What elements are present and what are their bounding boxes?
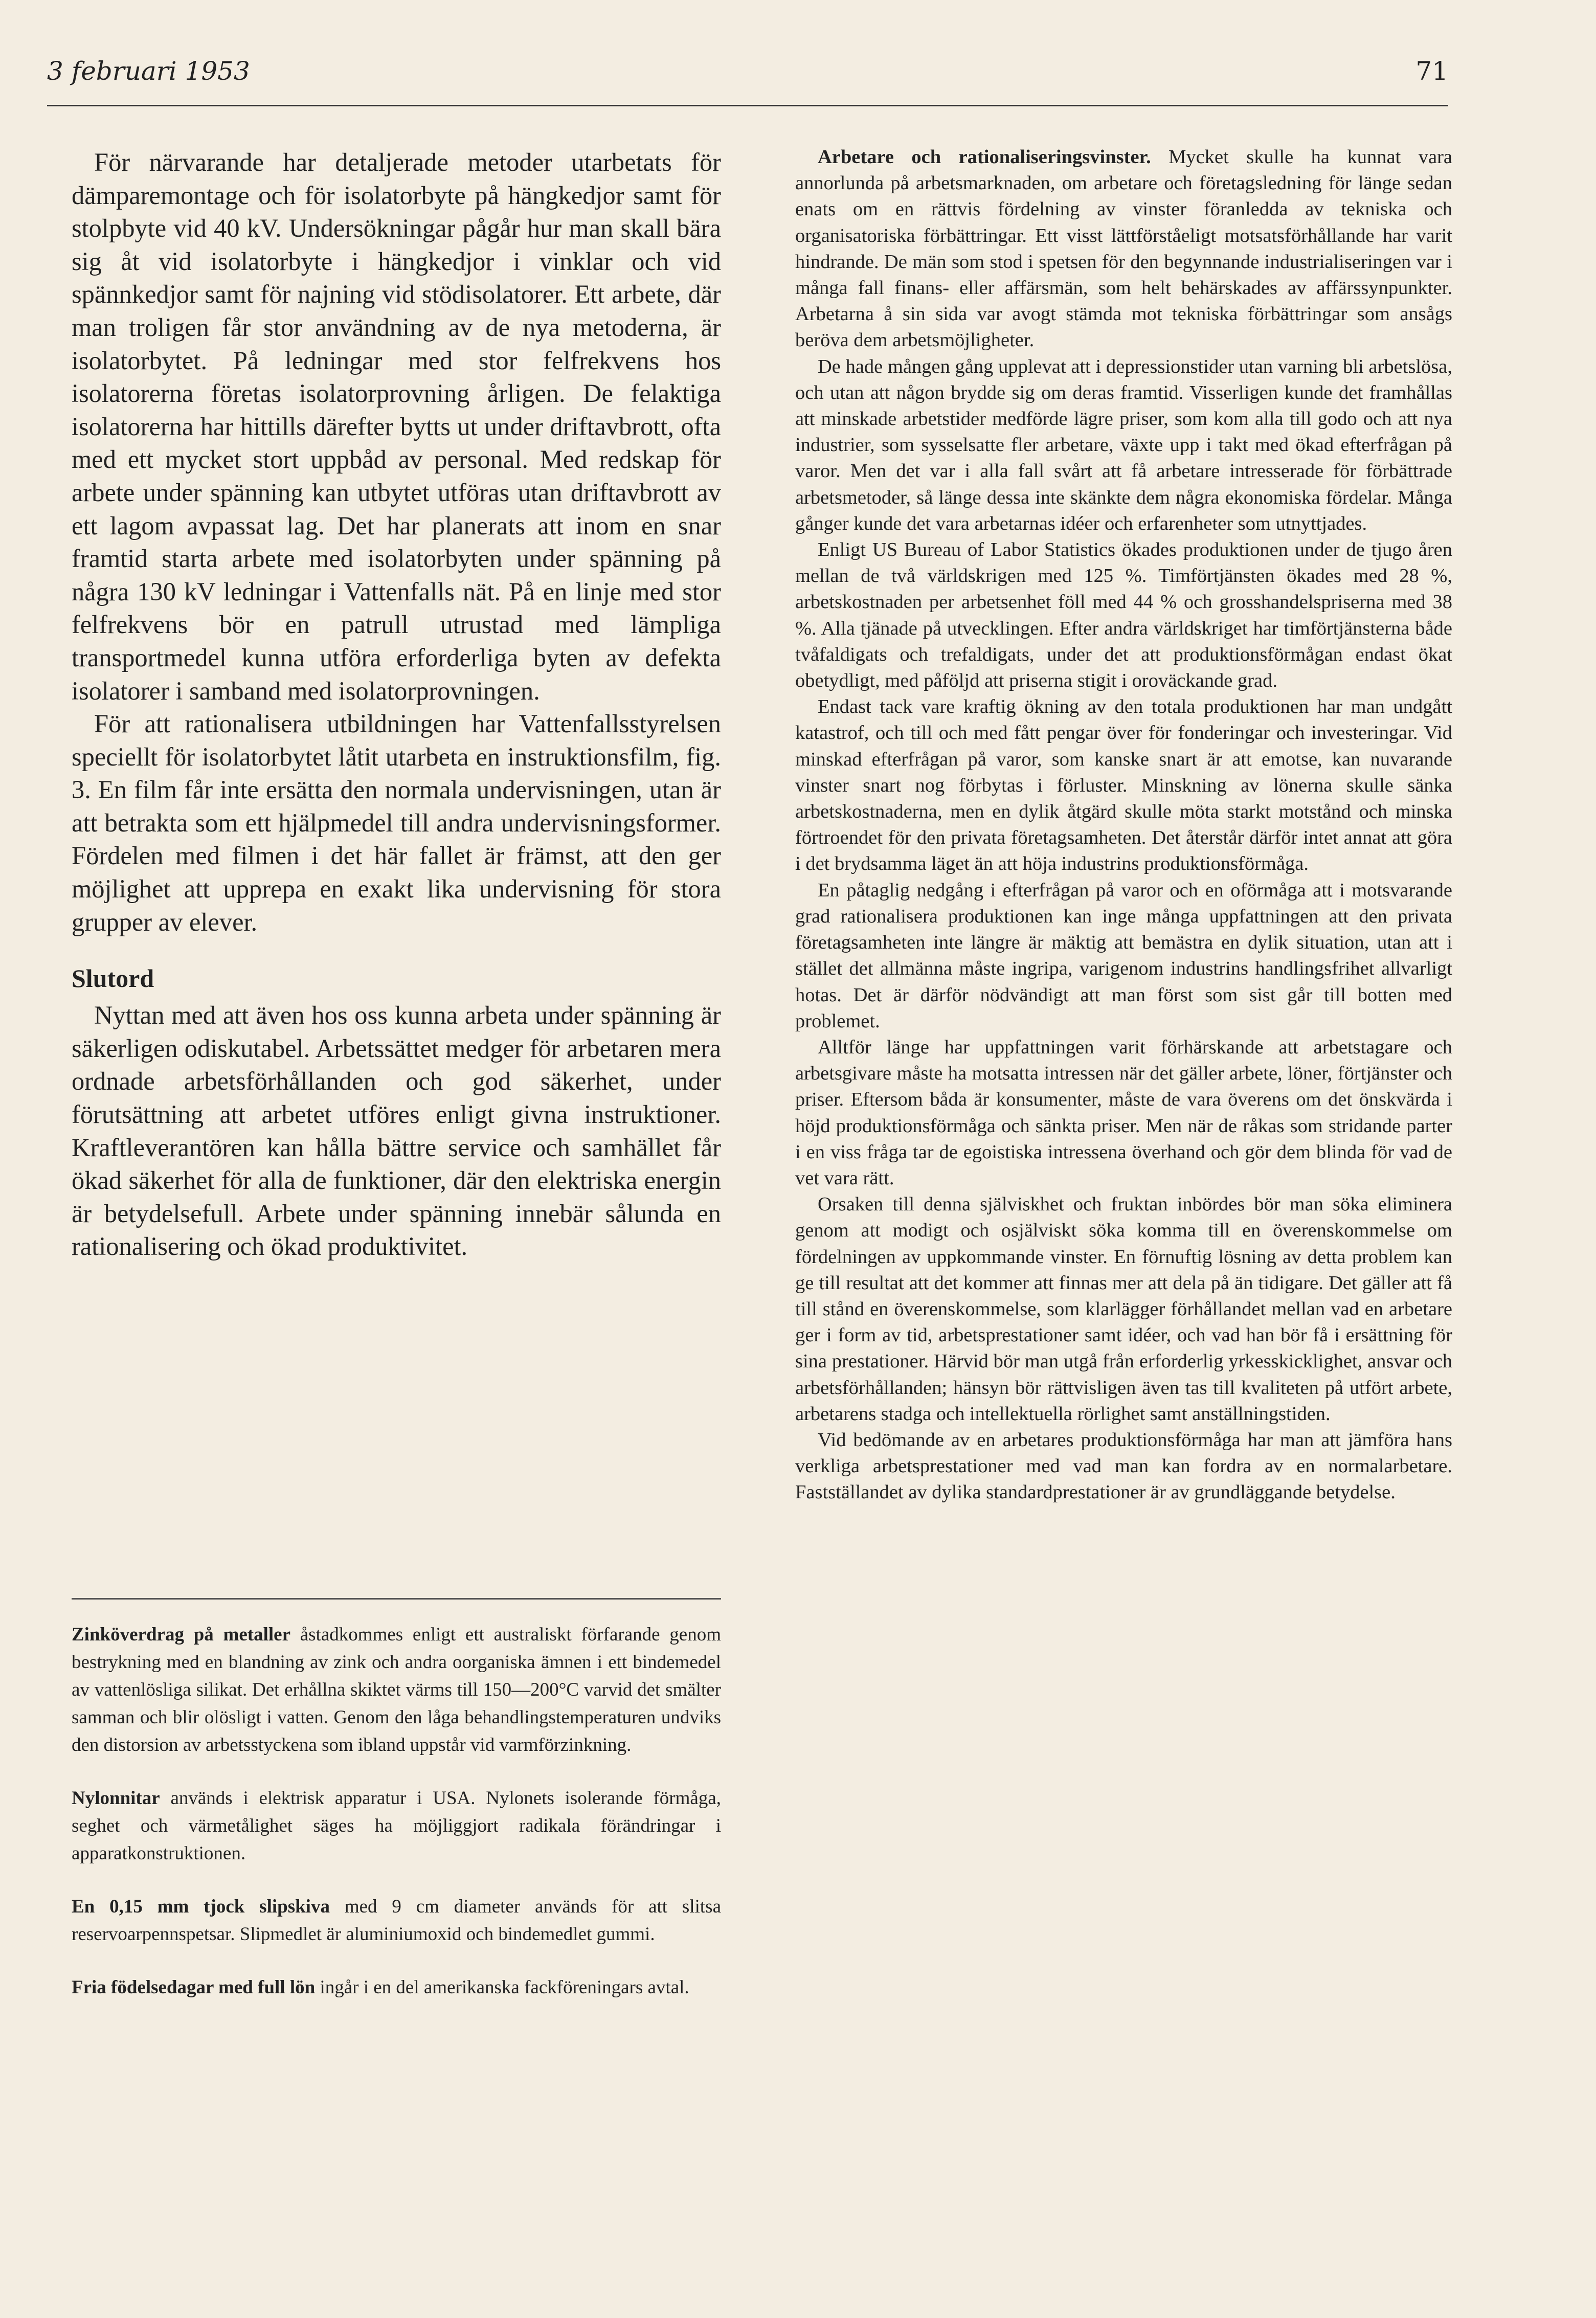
note-text: används i elektrisk apparatur i USA. Nylonets isolerande förmåga, seghet och värmetålighet säges ha möjliggjort radikala förändringar i apparatkonstruktionen. xyxy=(72,1788,721,1864)
note-item xyxy=(72,1621,721,1759)
note-text: ingår i en del amerikanska fackföreningars avtal. xyxy=(315,1977,689,1998)
right-paragraph-2: De hade mången gång upplevat att i depressionstider utan varning bli arbetslösa, och utan att någon brydde sig om deras framtid. Visserligen kunde det framhållas att minskade arbetstider medförde lägre priser, som kom alla till godo och att nya industrier, som sysselsatte fler arbetare, växte upp i takt med ökad efterfrågan på varor. Men det var i alla fall svårt att få arbetare intresserade för förbättrade arbetsmetoder, så länge dessa inte skänkte dem några ekonomiska fördelar. Många gånger kunde det vara arbetarnas idéer och erfarenheter som utnyttjades. xyxy=(795,355,1452,534)
left-paragraph-3: Nyttan med att även hos oss kunna arbeta under spänning är säkerligen odiskutabel. Arbetssättet medger för arbetaren mera ordnade arbetsförhållanden och god säkerhet, under förutsättning att arbetet utföres enligt givna instruktioner. Kraftleverantören kan hålla bättre service och samhället får ökad säkerhet för alla de funktioner, där den elektriska energin är betydelsefull. Arbete under spänning innebär sålunda en rationalisering och ökad produktivitet. xyxy=(72,1001,721,1261)
header-date: 3 februari 1953 xyxy=(47,56,250,86)
header-rule xyxy=(47,105,1448,106)
right-paragraph-1-text: Mycket skulle ha kunnat vara annorlunda på arbetsmarknaden, om arbetare och företagsledning för länge sedan enats om en rättvis fördelning av vinster föranledda av tekniska och organisatoriska förbättringar. Ett visst lättförståeligt motsatsförhållande har varit hindrande. De män som stod i spetsen för den begynnande industrialiseringen var i många fall finans- eller affärsmän, som helt behärskades av affärssynpunkter. Arbetarna å sin sida var avogt stämda mot tekniska förbättringar som ansågs beröva dem arbetsmöjligheter. xyxy=(795,146,1452,351)
note-lead: En 0,15 mm tjock slipskiva xyxy=(72,1896,330,1917)
note-lead: Fria födelsedagar med full lön xyxy=(72,1977,316,1998)
right-paragraph-8: Vid bedömande av en arbetares produktionsförmåga har man att jämföra hans verkliga arbetsprestationer med vad man kan fordra av en normalarbetare. Fastställandet av dylika standardprestationer är av grundläggande betydelse. xyxy=(795,1429,1452,1503)
page-number: 71 xyxy=(1415,56,1448,86)
right-paragraph-3: Enligt US Bureau of Labor Statistics ökades produktionen under de tjugo åren mellan de två världskrigen med 125 %. Timförtjänsten ökades med 28 %, arbetskostnaden per arbetsenhet föll med 44 % och grosshandelspriserna med 38 %. Alla tjänade på utvecklingen. Efter andra världskriget har timförtjänsterna både tvåfaldigats och trefaldigats, under det att produktionsförmågan endast ökat obetydligt, med påföljd att priserna stigit i oroväckande grad. xyxy=(795,539,1452,692)
note-item xyxy=(72,1785,721,1867)
right-paragraph-1 xyxy=(795,144,1452,354)
note-lead: Nylonnitar xyxy=(72,1788,160,1809)
right-paragraph-6: Alltför länge har uppfattningen varit förhärskande att arbetstagare och arbetsgivare måste ha motsatta intressen när det gäller arbete, löner, förtjänster och priser. Eftersom båda är konsumenter, måste de vara överens om det önskvärda i höjd produktionsförmåga och sänkta priser. Men när de råkas som stridande parter i en viss fråga tar de egoistiska intressena överhand och gör dem blinda för vad de vet vara rätt. xyxy=(795,1036,1452,1189)
note-text: åstadkommes enligt ett australiskt förfarande genom bestrykning med en blandning av zink och andra oorganiska ämnen i ett bindemedel av vattenlösliga silikat. Det erhållna skiktet värms till 150—200°C varvid det smälter samman och blir olösligt i vatten. Genom den låga behandlingstemperaturen undviks den distorsion av arbetsstyckena som ibland uppstår vid varmförzinkning. xyxy=(72,1624,721,1756)
left-column xyxy=(72,146,721,1263)
left-paragraph-1: För närvarande har detaljerade metoder utarbetats för dämparemontage och för isolatorbyte på hängkedjor samt för stolpbyte vid 40 kV. Undersökningar pågår hur man skall bära sig åt vid isolatorbyte i hängkedjor i vinklar och vid spännkedjor samt för najning vid stödisolatorer. Ett arbete, där man troligen får stor användning av de nya metoderna, är isolatorbytet. På ledningar med stor felfrekvens hos isolatorerna företas isolatorprovning årligen. De felaktiga isolatorerna har hittills därefter bytts ut under driftavbrott, ofta med ett mycket stort uppbåd av personal. Med redskap för arbete under spänning kan utbytet utföras utan driftavbrott av ett lagom avpassat lag. Det har planerats att inom en snar framtid starta arbete med isolatorbyten under spänning på några 130 kV ledningar i Vattenfalls nät. På en linje med stor felfrekvens bör en patrull utrustad med lämpliga transportmedel kunna utföra erforderliga byten av defekta isolatorer i samband med isolatorprovningen. xyxy=(72,148,721,705)
right-paragraph-5: En påtaglig nedgång i efterfrågan på varor och en oförmåga att i motsvarande grad rationalisera produktionen kan inge många uppfattningen att den privata företagsamheten inte längre är mäktig att bemästra en dylik situation, utan att i stället det allmänna måste ingripa, varigenom industrins handlingsfrihet allvarligt hotas. Det är därför nödvändigt att man först som sist går till botten med problemet. xyxy=(795,879,1452,1032)
article-lead: Arbetare och rationaliseringsvinster. xyxy=(818,146,1151,168)
left-paragraph-2: För att rationalisera utbildningen har Vattenfallsstyrelsen speciellt för isolatorbytet låtit utarbeta en instruktionsfilm, fig. 3. En film får inte ersätta den normala undervisningen, utan är att betrakta som ett hjälpmedel till andra undervisningsformer. Fördelen med filmen i det här fallet är främst, att den ger möjlighet att upprepa en exakt lika undervisning för stora grupper av elever. xyxy=(72,709,721,936)
news-notes xyxy=(72,1621,721,2027)
note-item xyxy=(72,1974,721,2001)
right-column xyxy=(795,144,1452,1506)
note-text: med 9 cm diameter används för att slitsa reservoarpennspetsar. Slipmedlet är aluminiumoxid och bindemedlet gummi. xyxy=(72,1896,721,1945)
right-paragraph-4: Endast tack vare kraftig ökning av den totala produktionen har man undgått katastrof, och till och med fått pengar över för fonderingar och investeringar. Vid minskad efterfrågan på varor, som kanske snart är att emotse, kan nuvarande vinster snart nog förbytas i förluster. Minskning av lönerna skulle sänka arbetskostnaderna, men en dylik åtgärd skulle möta starkt motstånd och minska förtroendet för den privata företagsamheten. Det återstår därför intet annat att göra i det brydsamma läget än att höja industrins produktionsförmåga. xyxy=(795,696,1452,875)
running-header xyxy=(47,56,1448,97)
note-lead: Zinköverdrag på metaller xyxy=(72,1624,291,1645)
note-item xyxy=(72,1893,721,1948)
section-heading: Slutord xyxy=(72,964,154,993)
right-paragraph-7: Orsaken till denna själviskhet och fruktan inbördes bör man söka eliminera genom att modigt och osjälviskt söka komma till en överenskommelse om fördelningen av uppkommande vinster. En förnuftig lösning av detta problem kan ge till resultat att det kommer att finnas mer att dela på än tidigare. Det gäller att få till stånd en överenskommelse, som klarlägger förhållandet mellan vad en arbetare ger i form av tid, arbetsprestationer samt idéer, och vad han bör få i ersättning för sina prestationer. Härvid bör man utgå från erforderlig yrkesskicklighet, ansvar och arbetsförhållanden; hänsyn bör rättvisligen även tas till kvaliteten på utfört arbete, arbetarens stadga och intellektuella rörlighet samt anställningstiden. xyxy=(795,1194,1452,1425)
notes-rule xyxy=(72,1598,721,1600)
